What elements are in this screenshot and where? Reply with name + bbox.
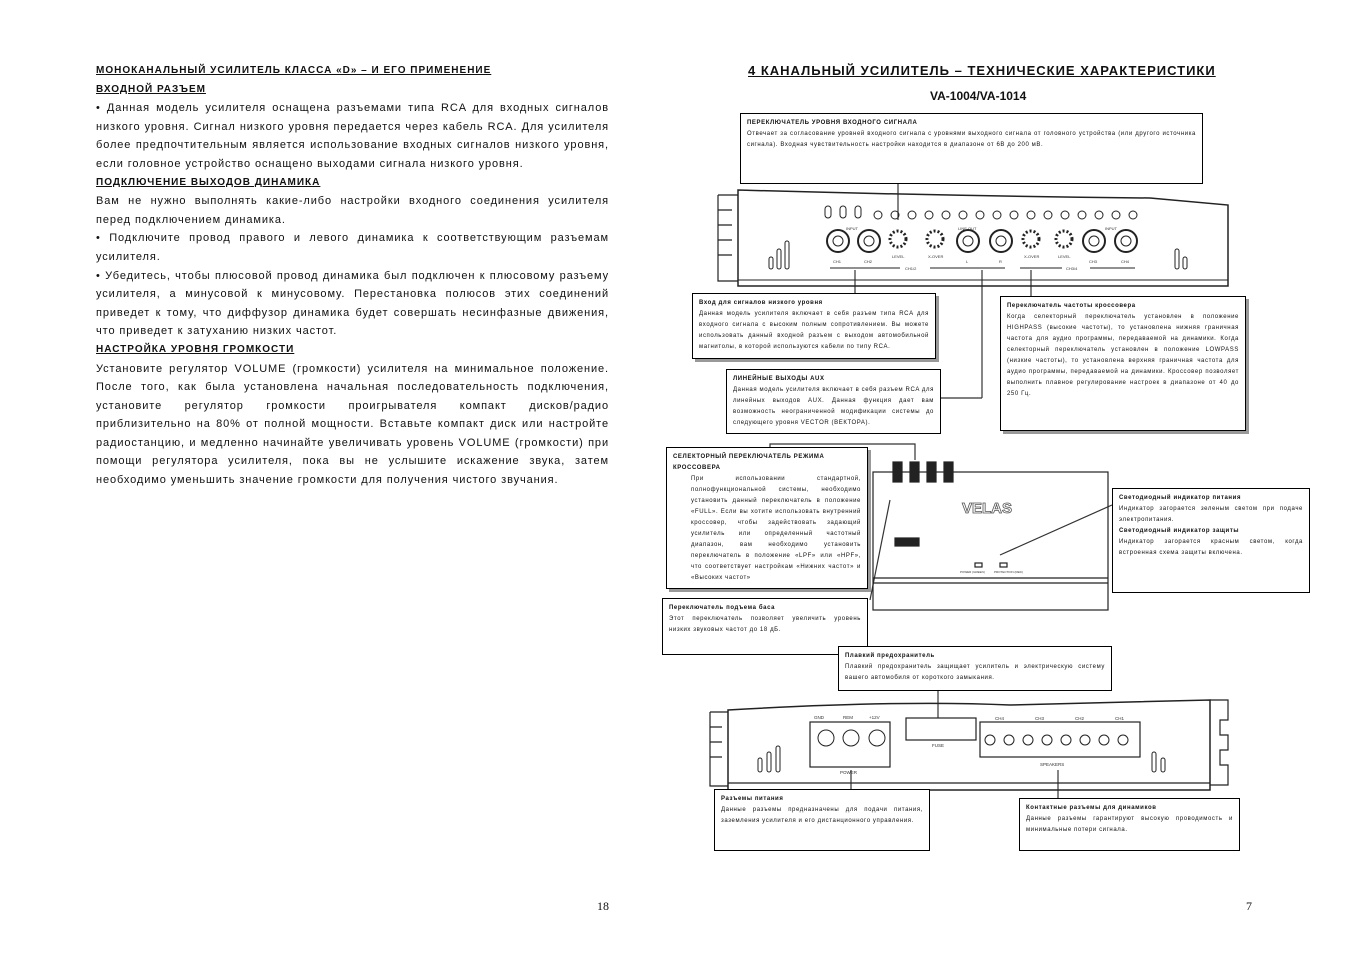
callout-text: Данные разъемы гарантируют высокую проводимость и минимальные потери сигнала. bbox=[1026, 816, 1233, 833]
label-power-led: POWER (GREEN) bbox=[960, 570, 985, 574]
paragraph: • Убедитесь, чтобы плюсовой провод динамика был подключен к плюсовому разъему усилителя, а минусовой к минусовому. Перестановка полюсов этих соединений приведет к тому, что диффузор динамика будет совершать несинфазные движения, что приведет к затуханию низких частот. bbox=[96, 269, 609, 338]
label-level: LEVEL bbox=[892, 254, 905, 259]
label-xover: X-OVER bbox=[928, 254, 944, 259]
label-level: LEVEL bbox=[1058, 254, 1071, 259]
amplifier-side-panel bbox=[873, 462, 1108, 610]
callout-text: Плавкий предохранитель защищает усилитель и электрическую систему вашего автомобиля от короткого замыкания. bbox=[845, 664, 1105, 681]
amplifier-bottom-panel bbox=[710, 700, 1228, 790]
label-input: INPUT bbox=[846, 226, 858, 231]
section-heading: ВХОДНОЙ РАЗЪЕМ bbox=[96, 83, 206, 95]
callout-input-level bbox=[740, 113, 1203, 184]
right-page-title: 4 КАНАЛЬНЫЙ УСИЛИТЕЛЬ – ТЕХНИЧЕСКИЕ ХАРАКТЕРИСТИКИ bbox=[748, 63, 1216, 78]
callout-text: При использовании стандартной, полнофункциональной системы, необходимо установить данный переключатель в положение «FULL». Если вы хотите использовать внутренний кроссовер, чтобы задействовать задающий усилитель или определенный частотный диапазон, вам необходимо установить переключатель в положение «LPF» или «HPF», что соответствует настройкам «Нижних частот» и «Высоких частот» bbox=[691, 476, 861, 581]
callout-speaker-terminals bbox=[1019, 798, 1240, 851]
callout-title: Контактные разъемы для динамиков bbox=[1026, 805, 1157, 811]
callout-stack-switches bbox=[662, 447, 868, 655]
callout-title: ЛИНЕЙНЫЕ ВЫХОДЫ AUX bbox=[733, 376, 825, 382]
label-fuse: FUSE bbox=[932, 743, 945, 748]
callout-stack-inputs bbox=[692, 293, 941, 434]
label-gnd: GND bbox=[814, 715, 824, 720]
label-speakers: SPEAKERS bbox=[1040, 762, 1065, 767]
label-r: R bbox=[999, 259, 1002, 264]
paragraph: • Данная модель усилителя оснащена разъемами типа RCA для входных сигналов низкого уровня. Сигнал низкого уровня передается через кабель RCA. Для усилителя более предпочтительным является использование входных сигналов низкого уровня, если головное устройство оснащено выходами сигнала низкого уровня. bbox=[96, 102, 609, 170]
callout-text: Этот переключатель позволяет увеличить уровень низких звуковых частот до 18 дБ. bbox=[669, 616, 861, 633]
callout-title: Светодиодный индикатор защиты bbox=[1119, 528, 1240, 534]
callout-text: Когда селекторный переключатель установлен в положение HIGHPASS (высокие частоты), то установлена нижняя граничная частота для аудио программы, передаваемой на динамики. Когда селекторный переключатель установлен в положение LOWPASS (низкие частоты), то установлена верхняя граничная частота для аудио программы, передаваемой на динамики. Кроссовер позволяет выполнить плавное регулирование настроек в диапазоне от 40 до 250 Гц. bbox=[1007, 314, 1239, 397]
paragraph: Вам не нужно выполнять какие-либо настройки входного соединения усилителя перед подключением динамика. bbox=[96, 195, 609, 226]
label-ch3: CH3 bbox=[1089, 259, 1098, 264]
amplifier-top-panel bbox=[718, 190, 1228, 286]
page-number-left: 18 bbox=[597, 899, 609, 913]
callout-fuse bbox=[838, 646, 1112, 691]
callout-text: Данная модель усилителя включает в себя разъем типа RCA для входного сигнала с высоким полным сопротивлением. Вы можете использовать данный входной разъем с выходом автомобильной магнитолы, в которой используются кабели по типу RCA. bbox=[699, 311, 929, 350]
callout-aux-outputs bbox=[726, 369, 941, 434]
label-ch2: CH2 bbox=[864, 259, 873, 264]
section-heading: НАСТРОЙКА УРОВНЯ ГРОМКОСТИ bbox=[96, 343, 295, 355]
paragraph: • Подключите провод правого и левого динамика к соответствующим разъемам усилителя. bbox=[96, 232, 609, 263]
callout-power-connectors bbox=[714, 789, 930, 851]
label-protection-led: PROTECTION (RED) bbox=[994, 570, 1023, 574]
label-xover: X-OVER bbox=[1024, 254, 1040, 259]
callout-title: Переключатель частоты кроссовера bbox=[1007, 303, 1136, 309]
label-rem: REM bbox=[843, 715, 853, 720]
callout-title: Переключатель подъема баса bbox=[669, 605, 776, 611]
callout-title: Светодиодный индикатор питания bbox=[1119, 495, 1242, 501]
callout-title: Разъемы питания bbox=[721, 796, 784, 802]
label-line-out: LINE OUT bbox=[958, 226, 977, 231]
callout-crossover-frequency bbox=[1000, 296, 1246, 431]
page-number-right: 7 bbox=[1246, 899, 1252, 913]
model-name: VA-1004/VA-1014 bbox=[930, 89, 1027, 103]
label-ch12: CH1/2 bbox=[905, 266, 917, 271]
callout-low-level-input bbox=[692, 293, 936, 359]
label-ch4: CH4 bbox=[1121, 259, 1130, 264]
label-ch4: CH4 bbox=[995, 716, 1005, 721]
paragraph: Установите регулятор VOLUME (громкости) усилителя на минимальное положение. После того, как была установлена начальная последовательность подключения, установите регулятор громкости проигрывателя компакт дисков/радио приблизительно на 80% от полной мощности. Вставьте компакт диск или настройте радиостанцию, и медленно начинайте увеличивать уровень VOLUME (громкости) при помощи регулятора усилителя, пока вы не услышите искажение звука, затем необходимо уменьшить значение громкости для получения чистого звучания. bbox=[96, 362, 609, 487]
brand-logo: VELAS bbox=[962, 500, 1013, 517]
callout-text: Данные разъемы предназначены для подачи питания, заземления усилителя и его дистанционного управления. bbox=[721, 807, 923, 824]
section-heading: ПОДКЛЮЧЕНИЕ ВЫХОДОВ ДИНАМИКА bbox=[96, 176, 321, 188]
main-heading: МОНОКАНАЛЬНЫЙ УСИЛИТЕЛЬ КЛАССА «D» – И ЕГО ПРИМЕНЕНИЕ bbox=[96, 65, 492, 76]
callout-title: Плавкий предохранитель bbox=[845, 653, 935, 659]
label-ch2: CH2 bbox=[1075, 716, 1085, 721]
label-power: POWER bbox=[840, 770, 858, 775]
label-12v: +12V bbox=[869, 715, 880, 720]
label-ch1: CH1 bbox=[833, 259, 842, 264]
callout-title: ПЕРЕКЛЮЧАТЕЛЬ УРОВНЯ ВХОДНОГО СИГНАЛА bbox=[747, 120, 918, 126]
callout-text: Индикатор загорается зеленым светом при подаче электропитания. bbox=[1119, 506, 1303, 523]
label-ch3: CH3 bbox=[1035, 716, 1045, 721]
label-input: INPUT bbox=[1105, 226, 1117, 231]
callout-led-indicators bbox=[1112, 488, 1310, 593]
callout-text: Индикатор загорается красным светом, когда встроенная схема защиты включена. bbox=[1119, 539, 1303, 556]
callout-text: Отвечает за согласование уровней входного сигнала с уровнями выходного сигнала от головного устройства (или другого источника сигнала). Входная чувствительность настройки находится в диапазоне от 6В до 200 мВ. bbox=[747, 131, 1196, 148]
label-ch1: CH1 bbox=[1115, 716, 1125, 721]
callout-title: СЕЛЕКТОРНЫЙ ПЕРЕКЛЮЧАТЕЛЬ РЕЖИМА КРОССОВЕРА bbox=[673, 454, 825, 471]
callout-title: Вход для сигналов низкого уровня bbox=[699, 300, 823, 306]
label-ch34: CH3/4 bbox=[1066, 266, 1078, 271]
label-l: L bbox=[966, 259, 969, 264]
callout-text: Данная модель усилителя включает в себя разъем RCA для линейных выходов AUX. Данная функция дает вам возможность неограниченной модификации системы до следующего уровня VECTOR (ВЕКТОРА). bbox=[733, 387, 934, 426]
callout-crossover-mode bbox=[666, 447, 868, 589]
